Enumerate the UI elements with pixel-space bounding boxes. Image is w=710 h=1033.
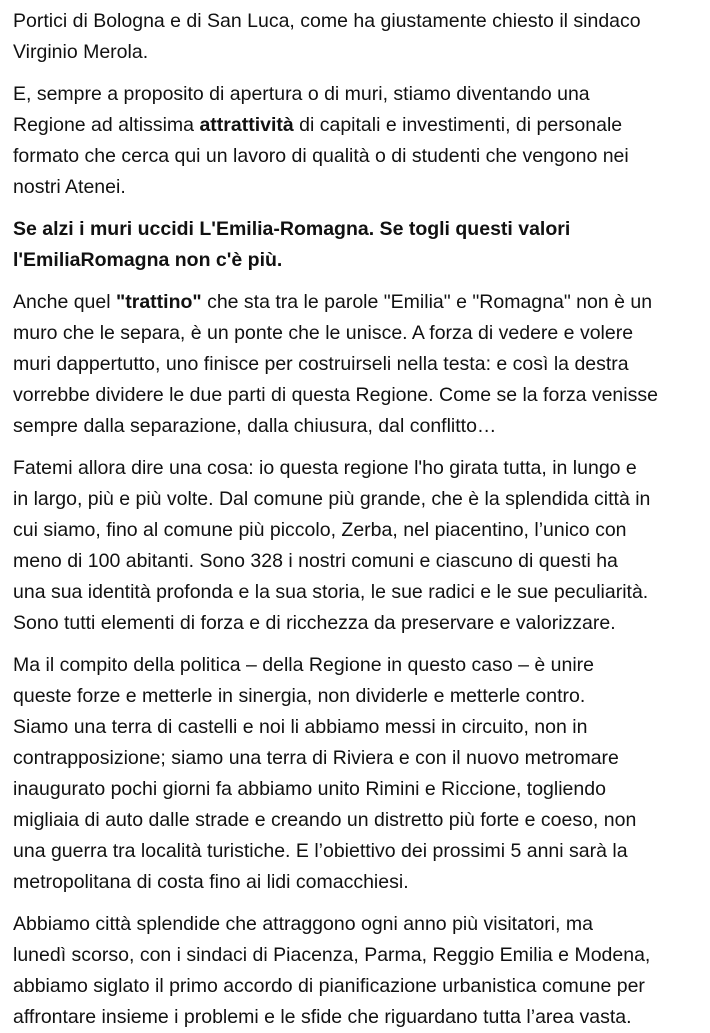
text-span: Se alzi i muri uccidi L'Emilia-Romagna. Se togli questi valori (13, 218, 571, 240)
text-line (13, 743, 703, 774)
text-span: Fatemi allora dire una cosa: io questa regione l'ho girata tutta, in lungo e (13, 457, 637, 479)
document-body (13, 6, 710, 1033)
text-line (13, 37, 703, 68)
text-line (13, 245, 703, 276)
text-line (13, 1002, 703, 1033)
text-span: Abbiamo città splendide che attraggono ogni anno più visitatori, ma (13, 913, 593, 935)
text-line (13, 380, 703, 411)
text-span: Ma il compito della politica – della Regione in questo caso – è unire (13, 654, 595, 676)
text-span: in largo, più e più volte. Dal comune più grande, che è la splendida città in (13, 488, 651, 510)
text-span: queste forze e metterle in sinergia, non dividerle e metterle contro. (13, 685, 586, 707)
paragraph-6 (13, 650, 703, 898)
paragraph-3 (13, 214, 703, 276)
text-span: Sono tutti elementi di forza e di ricchezza da preservare e valorizzare. (13, 612, 616, 634)
text-line (13, 349, 703, 380)
text-span: di capitali e investimenti, di personale (293, 114, 623, 136)
text-span: sempre dalla separazione, dalla chiusura, dal conflitto… (13, 415, 497, 437)
text-line (13, 712, 703, 743)
text-line (13, 836, 703, 867)
text-span: inaugurato pochi giorni fa abbiamo unito Rimini e Riccione, togliendo (13, 778, 606, 800)
text-span: formato che cerca qui un lavoro di qualità o di studenti che vengono nei (13, 145, 629, 167)
text-line (13, 79, 703, 110)
text-span: una guerra tra località turistiche. E l’obiettivo dei prossimi 5 anni sarà la (13, 840, 628, 862)
text-span: affrontare insieme i problemi e le sfide che riguardano tutta l’area vasta. (13, 1006, 632, 1028)
text-span: meno di 100 abitanti. Sono 328 i nostri comuni e ciascuno di questi ha (13, 550, 618, 572)
text-line (13, 6, 703, 37)
text-span: che sta tra le parole "Emilia" e "Romagna" non è un (201, 291, 653, 313)
text-span: E, sempre a proposito di apertura o di muri, stiamo diventando una (13, 83, 590, 105)
text-span: cui siamo, fino al comune più piccolo, Zerba, nel piacentino, l’unico con (13, 519, 627, 541)
text-line (13, 681, 703, 712)
text-line (13, 650, 703, 681)
text-line (13, 141, 703, 172)
text-line (13, 774, 703, 805)
text-span: l'EmiliaRomagna non c'è più. (13, 249, 283, 271)
text-line (13, 110, 703, 141)
text-line (13, 214, 703, 245)
text-span: nostri Atenei. (13, 176, 126, 198)
text-span: muro che le separa, è un ponte che le unisce. A forza di vedere e volere (13, 322, 634, 344)
paragraph-1 (13, 6, 703, 68)
text-line (13, 172, 703, 203)
bold-text-span: "trattino" (116, 291, 202, 313)
text-span: migliaia di auto dalle strade e creando un distretto più forte e coeso, non (13, 809, 637, 831)
text-line (13, 867, 703, 898)
text-span: Portici di Bologna e di San Luca, come ha giustamente chiesto il sindaco (13, 10, 641, 32)
text-line (13, 546, 703, 577)
text-span: Virginio Merola. (13, 41, 149, 63)
text-span: Siamo una terra di castelli e noi li abbiamo messi in circuito, non in (13, 716, 588, 738)
text-span: vorrebbe dividere le due parti di questa Regione. Come se la forza venisse (13, 384, 658, 406)
paragraph-2 (13, 79, 703, 203)
text-line (13, 287, 703, 318)
text-line (13, 577, 703, 608)
paragraph-4 (13, 287, 703, 442)
text-line (13, 318, 703, 349)
text-line (13, 453, 703, 484)
bold-text-span: attrattività (199, 114, 294, 136)
paragraph-7 (13, 909, 703, 1033)
text-line (13, 515, 703, 546)
text-line (13, 484, 703, 515)
text-span: Anche quel (13, 291, 116, 313)
text-line (13, 971, 703, 1002)
text-span: muri dappertutto, uno finisce per costruirseli nella testa: e così la destra (13, 353, 629, 375)
text-line (13, 411, 703, 442)
text-line (13, 608, 703, 639)
text-line (13, 909, 703, 940)
text-line (13, 940, 703, 971)
text-span: metropolitana di costa fino ai lidi comacchiesi. (13, 871, 409, 893)
text-span: contrapposizione; siamo una terra di Riviera e con il nuovo metromare (13, 747, 619, 769)
text-span: una sua identità profonda e la sua storia, le sue radici e le sue peculiarità. (13, 581, 649, 603)
text-line (13, 805, 703, 836)
paragraph-5 (13, 453, 703, 639)
text-span: Regione ad altissima (13, 114, 200, 136)
text-span: lunedì scorso, con i sindaci di Piacenza, Parma, Reggio Emilia e Modena, (13, 944, 651, 966)
text-span: abbiamo siglato il primo accordo di pianificazione urbanistica comune per (13, 975, 645, 997)
